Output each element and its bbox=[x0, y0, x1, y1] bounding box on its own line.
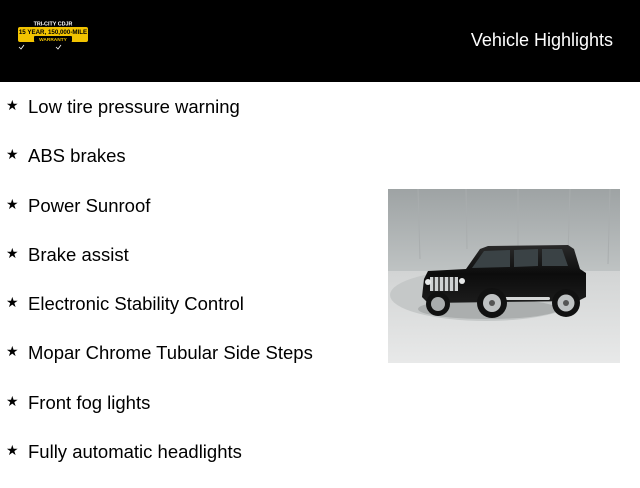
star-icon: ★ bbox=[6, 392, 19, 409]
feature-item bbox=[6, 193, 313, 242]
logo-line-1: TRI-CITY CDJR bbox=[33, 21, 73, 28]
warranty-logo bbox=[18, 20, 88, 50]
feature-label: Power Sunroof bbox=[28, 194, 151, 216]
feature-label: Mopar Chrome Tubular Side Steps bbox=[28, 342, 313, 364]
feature-item bbox=[6, 390, 313, 439]
feature-item bbox=[6, 291, 313, 340]
feature-label: ABS brakes bbox=[28, 145, 126, 167]
feature-item bbox=[6, 340, 313, 389]
feature-item bbox=[6, 242, 313, 291]
star-icon: ★ bbox=[6, 146, 19, 163]
vehicle-photo bbox=[388, 189, 620, 363]
logo-line-2: 15 YEAR, 150,000-MILE bbox=[18, 29, 88, 36]
feature-item bbox=[6, 94, 313, 143]
feature-list bbox=[6, 94, 313, 488]
star-icon: ★ bbox=[6, 343, 19, 360]
feature-label: Fully automatic headlights bbox=[28, 441, 242, 463]
feature-item bbox=[6, 439, 313, 488]
header-bar bbox=[0, 0, 640, 82]
star-icon: ★ bbox=[6, 244, 19, 261]
feature-label: Brake assist bbox=[28, 243, 129, 265]
feature-label: Electronic Stability Control bbox=[28, 293, 244, 315]
feature-item bbox=[6, 143, 313, 192]
star-icon: ★ bbox=[6, 195, 19, 212]
star-icon: ★ bbox=[6, 442, 19, 459]
star-icon: ★ bbox=[6, 97, 19, 113]
page-title: Vehicle Highlights bbox=[470, 30, 613, 50]
feature-label: Front fog lights bbox=[28, 391, 151, 413]
feature-label: Low tire pressure warning bbox=[28, 96, 240, 117]
star-icon: ★ bbox=[6, 294, 19, 311]
logo-line-3: WARRANTY bbox=[39, 38, 67, 43]
